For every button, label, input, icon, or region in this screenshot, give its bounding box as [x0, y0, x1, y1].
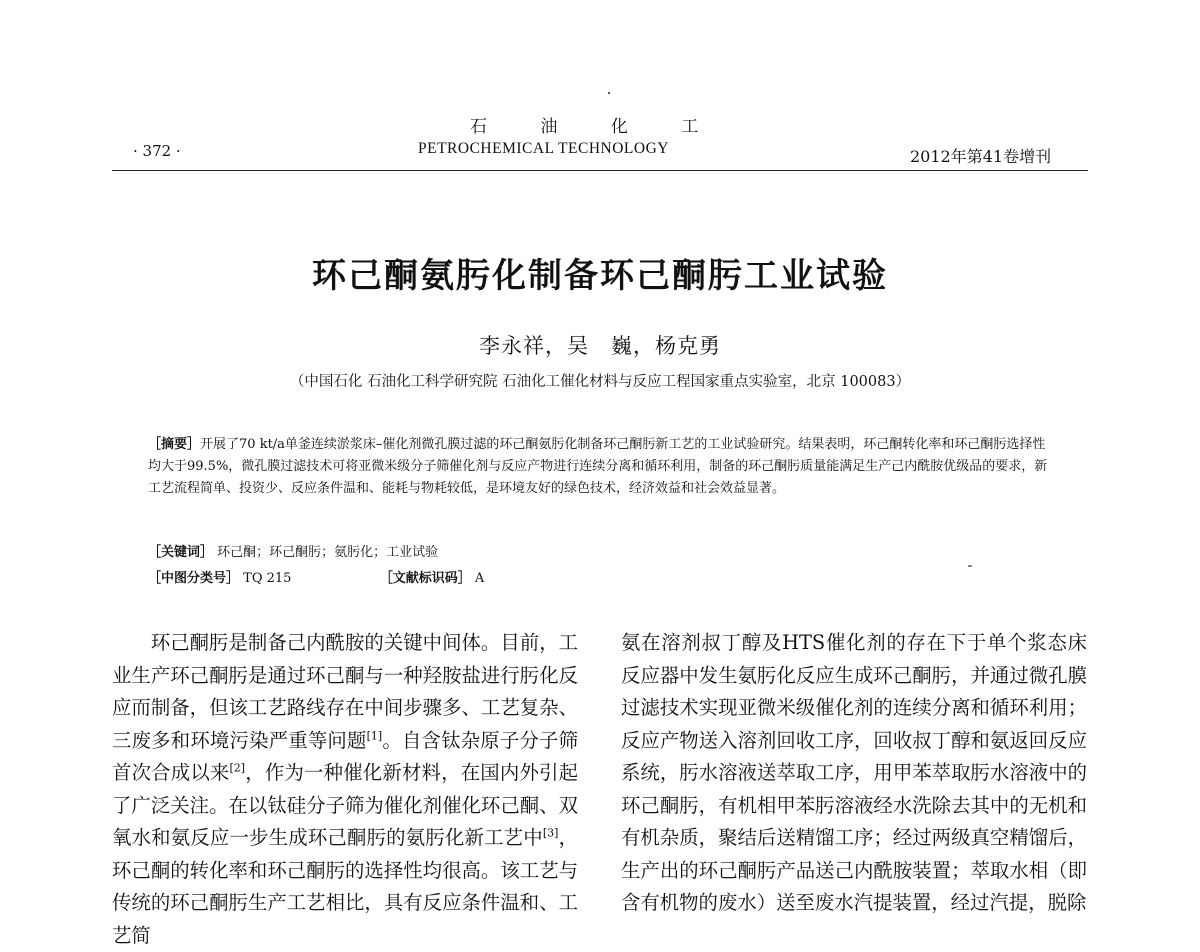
keywords: [148, 542, 438, 564]
class-code: TQ 215: [243, 571, 292, 586]
abstract-label: ［摘要］: [148, 437, 201, 452]
body-column-right: [621, 627, 1087, 920]
abstract: [148, 434, 1050, 500]
header-rule: [112, 170, 1088, 171]
class-label: ［中图分类号］: [148, 571, 240, 586]
body-paragraph: [621, 627, 1087, 920]
authors: 李永祥，吴 巍，杨克勇: [479, 334, 721, 358]
article-title: 环己酮氨肟化制备环己酮肟工业试验: [312, 256, 888, 296]
citation-ref: [3]: [542, 826, 559, 840]
body-paragraph: [112, 627, 578, 952]
scan-smudge: [968, 565, 972, 567]
body-text: 。自含钛杂原子分子筛首次合成以来: [112, 728, 579, 784]
body-column-left: [112, 627, 578, 952]
keywords-text: 环己酮；环己酮肟；氨肟化；工业试验: [217, 545, 439, 560]
issue-info: 2012年第41卷增刊: [910, 147, 1052, 166]
affiliation: （中国石化 石油化工科学研究院 石油化工催化材料与反应工程国家重点实验室，北京 100083）: [289, 374, 911, 390]
body-text: ，环己酮的转化率和环己酮肟的选择性均很高。该工艺与传统的环己酮肟生产工艺相比，具有反应条件温和、工艺简: [112, 826, 579, 947]
journal-title-en: PETROCHEMICAL TECHNOLOGY: [418, 140, 669, 157]
citation-ref: [1]: [366, 729, 383, 743]
body-text: 氨在溶剂叔丁醇及HTS催化剂的存在下于单个浆态床反应器中发生氨肟化反应生成环己酮肟，并通过微孔膜过滤技术实现亚微米级催化剂的连续分离和循环利用；反应产物送入溶剂回收工序，回收叔丁醇和氨返回反应系统，肟水溶液送萃取工序，用甲苯萃取肟水溶液中的环己酮肟，有机相甲苯肟溶液经水洗除去其中的无机和有机杂质，聚结后送精馏工序；经过两级真空精馏后，生产出的环己酮肟产品送己内酰胺装置；萃取水相（即含有机物的废水）送至废水汽提装置，经过汽提，脱除: [621, 631, 1087, 914]
page-number: · 372 ·: [133, 142, 181, 160]
journal-title-cn: 石 油 化 工: [470, 117, 723, 137]
abstract-text: 开展了70 kt/a单釜连续淤浆床–催化剂微孔膜过滤的环己酮氨肟化制备环己酮肟新工艺的工业试验研究。结果表明，环己酮转化率和环己酮肟选择性均大于99.5%，微孔膜过滤技术可将亚微米级分子筛催化剂与反应产物进行连续分离和循环利用，制备的环己酮肟质量能满足生产己内酰胺优级品的要求，新工艺流程简单、投资少、反应条件温和、能耗与物耗较低，是环境友好的绿色技术，经济效益和社会效益显著。: [148, 437, 1048, 496]
doc-code: A: [474, 571, 485, 586]
scan-dot: [608, 92, 610, 94]
doc-label: ［文献标识码］: [379, 571, 471, 586]
keywords-label: ［关键词］: [148, 545, 214, 560]
classification: [148, 568, 484, 590]
citation-ref: [2]: [229, 761, 246, 775]
body-text: ，作为一种催化新材料，在国内外引起了广泛关注。在以钛硅分子筛为催化剂催化环己酮、双氧水和氨反应一步生成环己酮肟的氨肟化新工艺中: [112, 761, 579, 849]
body-text: 环己酮肟是制备己内酰胺的关键中间体。目前，工业生产环己酮肟是通过环己酮与一种羟胺盐进行肟化反应而制备，但该工艺路线存在中间步骤多、工艺复杂、三废多和环境污染严重等问题: [112, 631, 578, 752]
